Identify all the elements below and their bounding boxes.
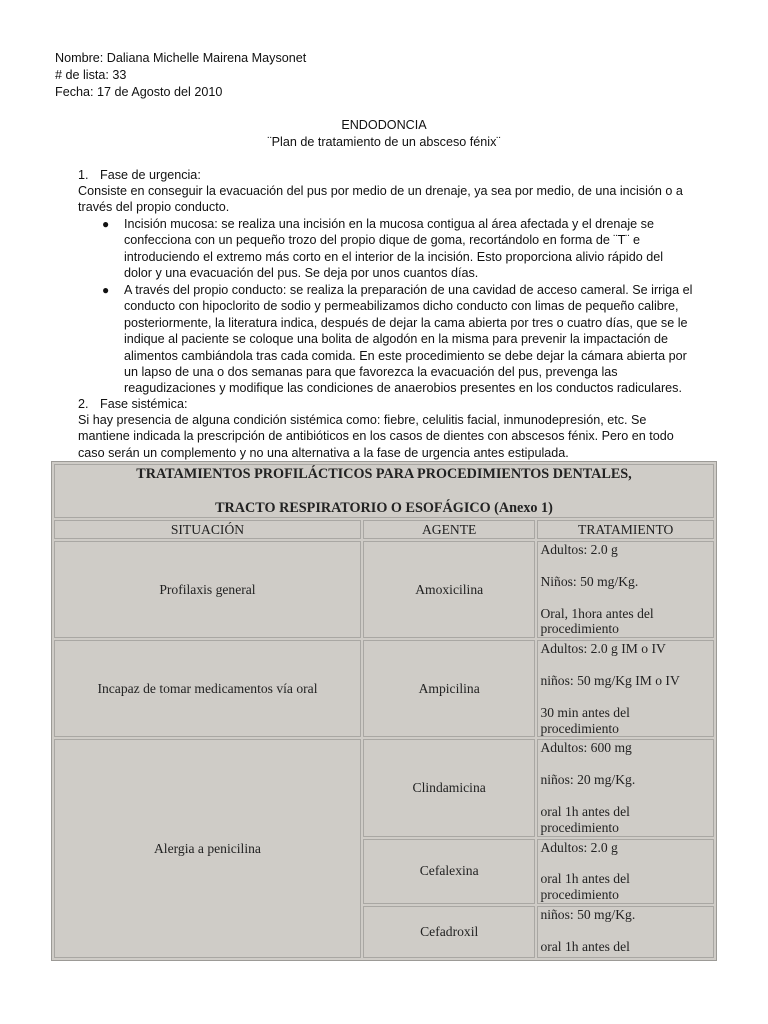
- agent-cell: Ampicilina: [363, 640, 536, 737]
- treatment-line: oral 1h antes del: [540, 938, 630, 954]
- bullet-line: Incisión mucosa: se realiza una incisión en la mucosa contigua al área afectada y el drenaje se: [124, 217, 654, 231]
- treatment-line: niños: 20 mg/Kg.: [540, 772, 636, 788]
- treatment-line: Oral, 1hora antes del procedimiento: [540, 605, 654, 637]
- treatment-line: Niños: 50 mg/Kg.: [540, 573, 639, 589]
- paragraph-line: mantiene indicada la prescripción de antibióticos en los casos de dientes con abscesos fénix. Pero en todo: [78, 429, 674, 444]
- bullet-dot-icon: ●: [102, 283, 110, 297]
- treatment-line: Adultos: 600 mg: [540, 740, 632, 756]
- bullet-line: un lapso de una o dos semanas para que favorezca la evacuación del pus, prevenga las: [124, 365, 618, 380]
- column-header-treatment: TRATAMIENTO: [537, 520, 714, 539]
- treatment-cell: [537, 906, 714, 958]
- treatment-cell: [537, 739, 714, 836]
- paragraph-line: Si hay presencia de alguna condición sistémica como: fiebre, celulitis facial, inmunodepresión, etc. Se: [78, 413, 647, 427]
- agent-cell: Cefadroxil: [363, 906, 536, 958]
- treatment-line: Adultos: 2.0 g: [540, 542, 618, 557]
- student-header: [55, 50, 306, 101]
- plan-title: ¨Plan de tratamiento de un absceso fénix¨: [267, 135, 501, 149]
- column-header-agent: AGENTE: [363, 520, 536, 539]
- bullet-line: confecciona con un pequeño trozo del propio dique de goma, recortándolo en forma de ¨T¨ e: [124, 233, 640, 248]
- section-2-number: 2.: [78, 397, 89, 411]
- treatment-line: 30 min antes del procedimiento: [540, 704, 630, 736]
- table-title-line: TRACTO RESPIRATORIO O ESOFÁGICO (Anexo 1): [215, 500, 553, 516]
- table-row: [54, 739, 714, 836]
- treatment-line: Adultos: 2.0 g IM o IV: [540, 641, 666, 657]
- bullet-dot-icon: ●: [102, 217, 110, 231]
- bullet-line: alimentos cambiándola tras cada comida. En este procedimiento se debe dejar la cámara abierta por: [124, 348, 687, 363]
- table-title-line: TRATAMIENTOS PROFILÁCTICOS PARA PROCEDIMIENTOS DENTALES,: [136, 466, 632, 482]
- bullet-line: dolor y una evacuación del pus. Se deja por unos cuantos días.: [124, 266, 479, 281]
- bullet-propio-conducto: [102, 282, 720, 397]
- column-header-situation: SITUACIÓN: [54, 520, 361, 539]
- bullet-line: indique al paciente se coloque una bolita de algodón en la misma para prevenir la impactación de: [124, 332, 668, 347]
- section-2-title: Fase sistémica:: [100, 397, 188, 411]
- table-row: [54, 541, 714, 638]
- treatment-line: niños: 50 mg/Kg IM o IV: [540, 672, 680, 688]
- bullet-line: posteriormente, la literatura indica, después de dejar la cama abierta por tres o cuatro días, que se le: [124, 315, 688, 330]
- paragraph-line: través del propio conducto.: [78, 200, 230, 215]
- section-1-intro: [78, 183, 718, 216]
- section-2-body: [78, 412, 718, 461]
- section-1-number: 1.: [78, 168, 89, 182]
- treatment-line: niños: 50 mg/Kg.: [540, 906, 636, 922]
- table-title: [54, 464, 714, 518]
- bullet-line: A través del propio conducto: se realiza la preparación de una cavidad de acceso cameral. Se irriga el: [124, 283, 693, 297]
- prophylaxis-table: [51, 461, 717, 961]
- paragraph-line: Consiste en conseguir la evacuación del pus por medio de un drenaje, ya sea por medio, de una incisión o a: [78, 184, 683, 198]
- paragraph-line: caso serán un complemento y no una alternativa a la fase de urgencia antes estipulada.: [78, 445, 569, 460]
- table-row: [54, 640, 714, 737]
- bullet-line: conducto con hipoclorito de sodio y permeabilizamos dicho conducto con limas de pequeño calibre,: [124, 299, 679, 314]
- situation-cell: Alergia a penicilina: [54, 739, 361, 958]
- list-number: # de lista: 33: [55, 68, 127, 82]
- situation-cell: Incapaz de tomar medicamentos vía oral: [54, 640, 361, 737]
- treatment-line: oral 1h antes del procedimiento: [540, 871, 630, 903]
- situation-cell: Profilaxis general: [54, 541, 361, 638]
- treatment-cell: [537, 640, 714, 737]
- document-title: [0, 117, 768, 151]
- bullet-line: reagudizaciones y modifique las condiciones de anaerobios presentes en los conductos radiculares.: [124, 381, 682, 396]
- subject-title: ENDODONCIA: [341, 118, 427, 132]
- agent-cell: Amoxicilina: [363, 541, 536, 638]
- treatment-cell: [537, 541, 714, 638]
- document-date: Fecha: 17 de Agosto del 2010: [55, 85, 223, 99]
- section-1-title: Fase de urgencia:: [100, 168, 201, 182]
- treatment-line: oral 1h antes del procedimiento: [540, 803, 630, 835]
- treatment-cell: [537, 839, 714, 904]
- treatment-line: Adultos: 2.0 g: [540, 839, 618, 855]
- student-name: Nombre: Daliana Michelle Mairena Maysonet: [55, 51, 307, 65]
- agent-cell: Clindamicina: [363, 739, 536, 836]
- bullet-line: introduciendo el extremo más corto en el interior de la incisión. Esto proporciona alivio rápido del: [124, 249, 664, 264]
- agent-cell: Cefalexina: [363, 839, 536, 904]
- bullet-incision-mucosa: [102, 216, 720, 282]
